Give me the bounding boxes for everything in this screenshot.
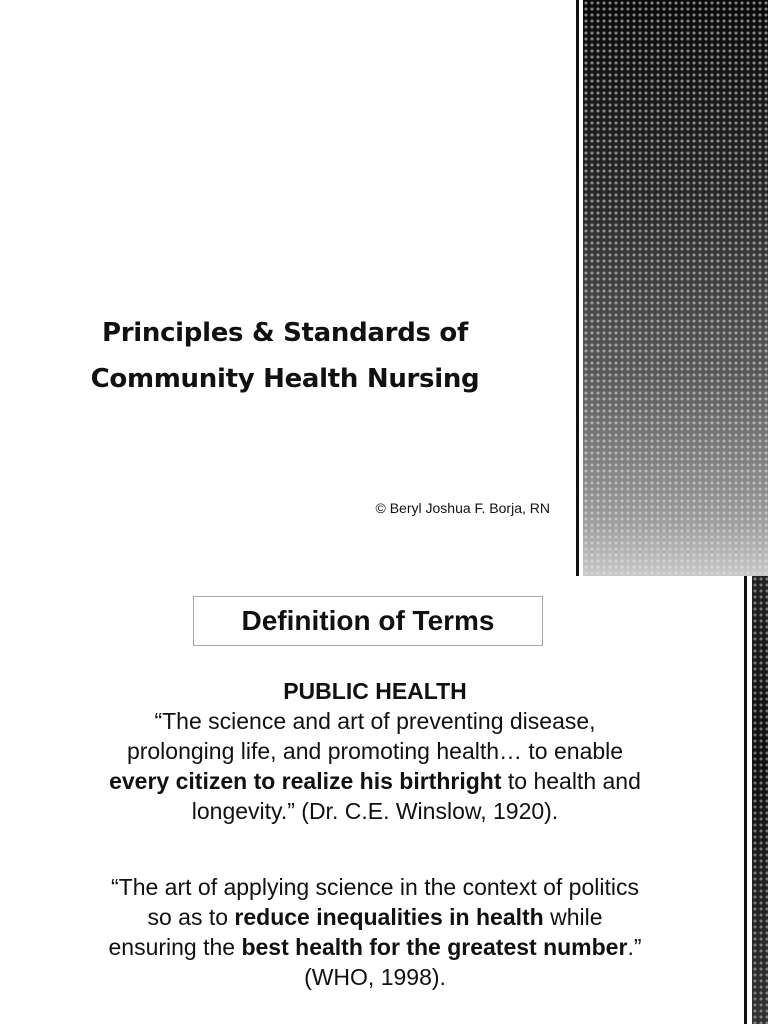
slide-title [40, 310, 530, 402]
textured-side-panel [752, 576, 768, 1024]
definition-line: every citizen to realize his birthright to health and [109, 768, 641, 794]
side-divider [744, 576, 747, 1024]
definition-slide [0, 576, 768, 1024]
public-health-definition-1 [20, 676, 730, 826]
title-line-2: Community Health Nursing [90, 364, 480, 394]
definition-line: ensuring the best health for the greatest number.” [108, 934, 642, 960]
definition-line: longevity.” (Dr. C.E. Winslow, 1920). [191, 798, 559, 824]
definition-line: “The art of applying science in the context of politics [110, 874, 639, 900]
author-credit: © Beryl Joshua F. Borja, RN [375, 500, 550, 516]
side-divider [576, 0, 579, 576]
definition-line: “The science and art of preventing disease, [154, 708, 596, 734]
emphasis-text: reduce inequalities in health [234, 904, 544, 930]
definition-line: so as to reduce inequalities in health while [147, 904, 603, 930]
emphasis-text: best health for the greatest number [241, 934, 628, 960]
definition-line: prolonging life, and promoting health… to enable [126, 738, 624, 764]
public-health-definition-2 [20, 872, 730, 992]
section-title-box: Definition of Terms [193, 596, 543, 646]
term-heading: PUBLIC HEALTH [283, 678, 467, 704]
title-line-1: Principles & Standards of [101, 318, 469, 348]
emphasis-text: every citizen to realize his birthright [109, 768, 502, 794]
definition-line: (WHO, 1998). [304, 964, 446, 990]
textured-side-panel [583, 0, 768, 576]
